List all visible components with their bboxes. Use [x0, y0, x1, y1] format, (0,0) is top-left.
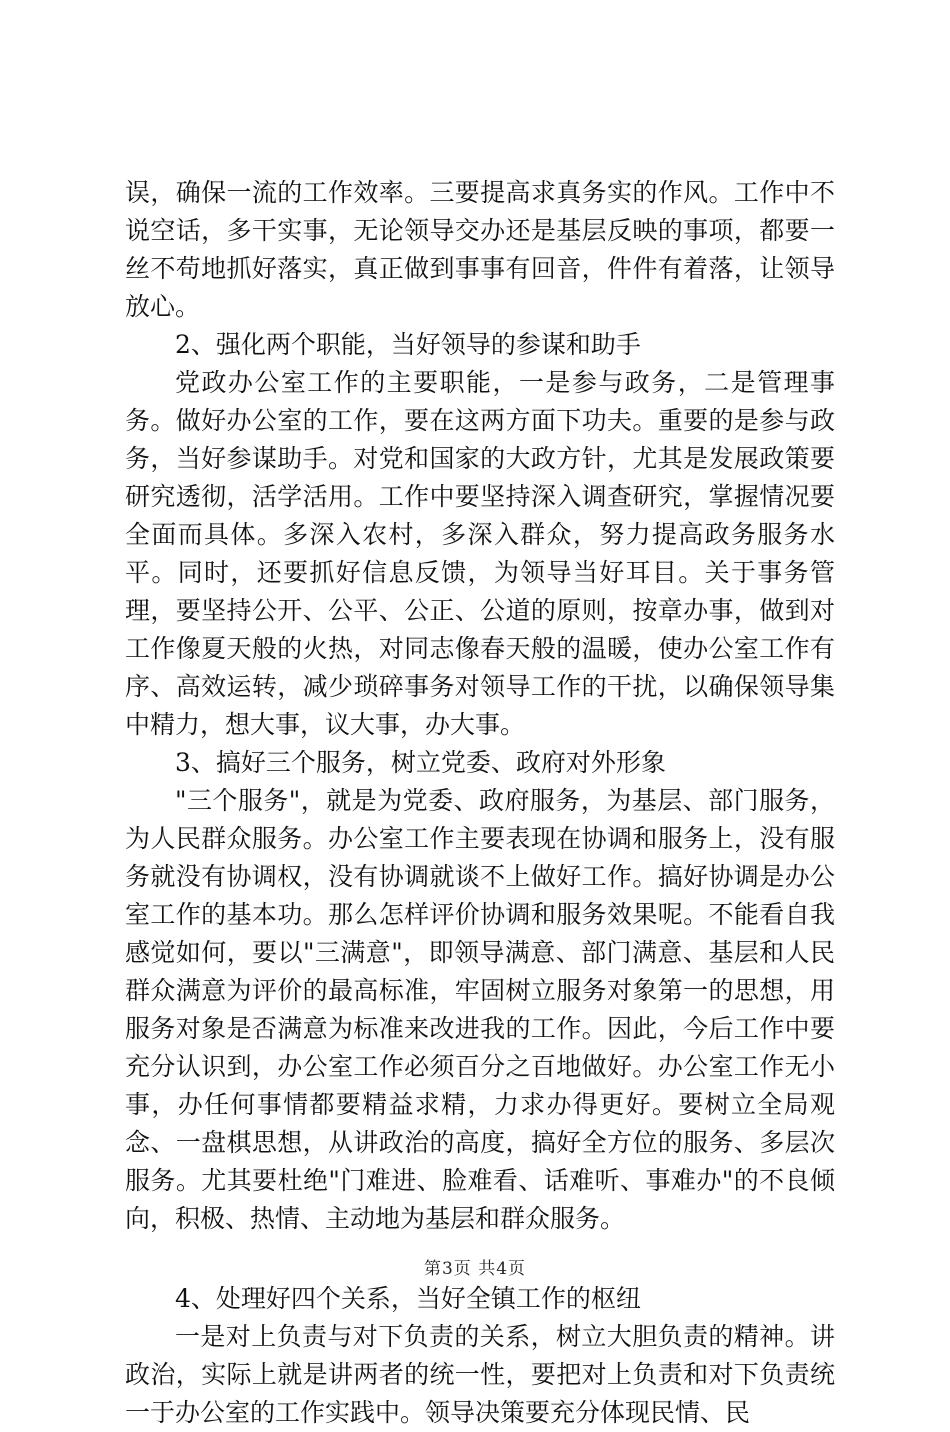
section-heading-2: 2、强化两个职能，当好领导的参谋和助手	[175, 330, 641, 359]
paragraph-services: "三个服务"，就是为党委、政府服务，为基层、部门服务，为人民群众服务。办公室工作主要表现在协调和服务上，没有服务就没有协调权，没有协调就谈不上做好工作。搞好协调是办公室工作的基本功。那么怎样评价协调和服务效果呢。不能看自我感觉如何，要以"三满意"，即领导满意、部门满意、基层和人民群众满意为评价的最高标准，牢固树立服务对象第一的思想，用服务对象是否满意为标准来改进我的工作。因此，今后工作中要充分认识到，办公室工作必须百分之百地做好。办公室工作无小事，办任何事情都要精益求精，力求办得更好。要树立全局观念、一盘棋思想，从讲政治的高度，搞好全方位的服务、多层次服务。尤其要杜绝"门难进、脸难看、话难听、事难办"的不良倾向，积极、热情、主动地为基层和群众服务。	[125, 786, 835, 1233]
paragraph-functions: 党政办公室工作的主要职能，一是参与政务，二是管理事务。做好办公室的工作，要在这两方面下功夫。重要的是参与政务，当好参谋助手。对党和国家的大政方针，尤其是发展政策要研究透彻，活学活用。工作中要坚持深入调查研究，掌握情况要全面而具体。多深入农村，多深入群众，努力提高政务服务水平。同时，还要抓好信息反馈，为领导当好耳目。关于事务管理，要坚持公开、公平、公正、公道的原则，按章办事，做到对工作像夏天般的火热，对同志像春天般的温暖，使办公室工作有序、高效运转，减少琐碎事务对领导工作的干扰，以确保领导集中精力，想大事，议大事，办大事。	[125, 368, 835, 739]
paragraph-continuation: 误，确保一流的工作效率。三要提高求真务实的作风。工作中不说空话，多干实事，无论领导交办还是基层反映的事项，都要一丝不苟地抓好落实，真正做到事事有回音，件件有着落，让领导放心。	[125, 178, 835, 321]
section-heading-3: 3、搞好三个服务，树立党委、政府对外形象	[175, 748, 666, 777]
page-footer: 第3页 共4页	[423, 1259, 527, 1279]
section-heading-4: 4、处理好四个关系，当好全镇工作的枢纽	[175, 1284, 641, 1313]
document-body	[125, 174, 835, 1432]
paragraph-relations: 一是对上负责与对下负责的关系，树立大胆负责的精神。讲政治，实际上就是讲两者的统一性，要把对上负责和对下负责统一于办公室的工作实践中。领导决策要充分体现民情、民	[125, 1322, 835, 1427]
